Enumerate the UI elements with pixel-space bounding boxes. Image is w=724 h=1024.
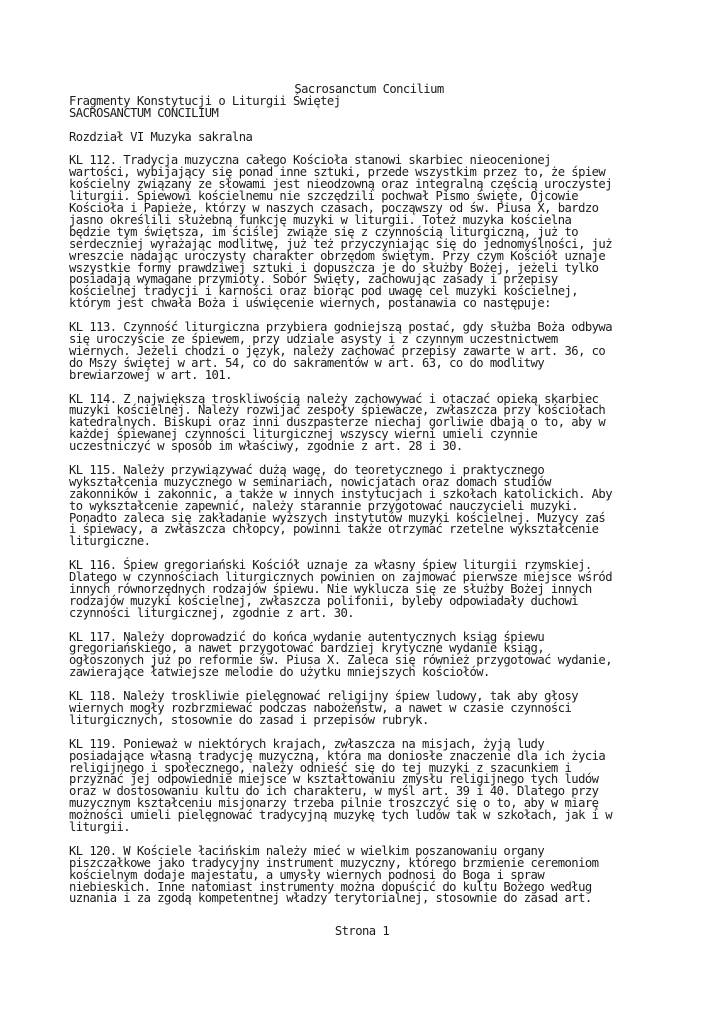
- paragraph: [69, 322, 669, 382]
- text-line: religijnego i społecznego, należy odnieść się do tej muzyki z szacunkiem i: [69, 760, 572, 775]
- text-line: rodzajów muzyki kościelnej, zwłaszcza polifonii, byleby odpowiadały duchowi: [69, 593, 579, 608]
- text-line: wreszcie nadając uroczysty charakter obrzędom świętym. Przy czym Kościół uznaje: [69, 248, 606, 263]
- text-line: wartości, wybijający się ponad inne sztuki, przede wszystkim przez to, że śpiew: [69, 165, 606, 180]
- document-title: Sacrosanctum Concilium: [294, 82, 444, 96]
- text-line: zakonników i zakonnic, a także w innych instytucjach i szkołach katolickich. Aby: [69, 486, 613, 501]
- document-page: [69, 84, 669, 905]
- text-line: KL 116. Śpiew gregoriański Kościół uznaje za własny śpiew liturgii rzymskiej.: [69, 558, 592, 573]
- chapter-heading: Rozdział VI Muzyka sakralna: [69, 129, 253, 144]
- text-line: posiadające własną tradycję muzyczną, która ma doniosłe znaczenie dla ich życia: [69, 748, 606, 763]
- text-line: liturgii. Śpiewowi kościelnemu nie szczędzili pochwał Pismo święte, Ojcowie: [69, 189, 579, 204]
- text-line: kościelny związany ze słowami jest nieodzowną oraz integralną częścią uroczystej: [69, 177, 613, 192]
- text-line: czynności liturgicznej, zgodnie z art. 30.: [69, 605, 355, 620]
- page-number: Strona 1: [334, 924, 390, 938]
- text-line: KL 117. Należy doprowadzić do końca wydanie autentycznych ksiąg śpiewu: [69, 629, 545, 644]
- text-line: jasno określili służebną funkcję muzyki w liturgii. Toteż muzyka kościelna: [69, 212, 572, 227]
- text-line: wykształcenia muzycznego w seminariach, nowicjatach oraz domach studiów: [69, 474, 551, 489]
- text-line: uznania i za zgodą kompetentnej władzy terytorialnej, stosownie do zasad art.: [69, 891, 592, 906]
- text-line: ogłoszonych już po reformie św. Piusa X. Zaleca się również przygotować wydanie,: [69, 653, 613, 668]
- text-line: to wykształcenie zapewnić, należy starannie przygotować nauczycieli muzyki.: [69, 498, 579, 513]
- text-line: brewiarzowej w art. 101.: [69, 367, 232, 382]
- text-line: muzycznym kształceniu misjonarzy trzeba pilnie troszczyć się o to, aby w miarę: [69, 796, 599, 811]
- paragraph: [69, 560, 669, 620]
- text-line: uczestniczyć w sposób im właściwy, zgodnie z art. 28 i 30.: [69, 439, 463, 454]
- text-line: i śpiewacy, a zwłaszcza chłopcy, powinni także otrzymać rzetelne wykształcenie: [69, 522, 599, 537]
- text-line: oraz w dostosowaniu kultu do ich charakteru, w myśl art. 39 i 40. Dlatego przy: [69, 784, 599, 799]
- text-line: wszystkie formy prawdziwej sztuki i dopuszcza je do służby Bożej, jeżeli tylko: [69, 260, 599, 275]
- text-line: posiadają wymagane przymioty. Sobór Święty, zachowując zasady i przepisy: [69, 272, 558, 287]
- text-line: KL 113. Czynność liturgiczna przybiera godniejszą postać, gdy służba Boża odbywa: [69, 320, 613, 335]
- text-line: KL 120. W Kościele łacińskim należy mieć w wielkim poszanowaniu organy: [69, 843, 545, 858]
- text-line: serdeczniej wyrażając modlitwę, już też przyczyniając się do jednomyślności, już: [69, 236, 613, 251]
- text-line: KL 118. Należy troskliwie pielęgnować religijny śpiew ludowy, tak aby głosy: [69, 689, 579, 704]
- text-line: katedralnych. Biskupi oraz inni duszpasterze niechaj gorliwie dbają o to, aby w: [69, 415, 606, 430]
- text-line: Ponadto zaleca się zakładanie wyższych instytutów muzyki kościelnej. Muzycy zaś: [69, 510, 606, 525]
- text-line: się uroczyście ze śpiewem, przy udziale asysty i z czynnym uczestnictwem: [69, 331, 558, 346]
- document-subtitle: Fragmenty Konstytucji o Liturgii Świętej: [69, 93, 341, 108]
- text-line: wiernych. Jeżeli chodzi o język, należy zachować przepisy zawarte w art. 36, co: [69, 343, 606, 358]
- text-line: muzyki kościelnej. Należy rozwijać zespoły śpiewacze, zwłaszcza przy kościołach: [69, 403, 606, 418]
- text-line: KL 119. Ponieważ w niektórych krajach, zwłaszcza na misjach, żyją ludy: [69, 736, 545, 751]
- paragraph: [69, 391, 669, 454]
- paragraph: [69, 691, 669, 727]
- text-line: którym jest chwała Boża i uświęcenie wiernych, postanawia co następuje:: [69, 296, 551, 311]
- text-line: liturgii.: [69, 820, 131, 835]
- paragraph: [69, 736, 669, 835]
- text-line: będzie tym świętsza, im ściślej zwiąże się z czynnością liturgiczną, już to: [69, 224, 579, 239]
- text-line: innych równorzędnych rodzajów śpiewu. Nie wyklucza się ze służby Bożej innych: [69, 581, 592, 596]
- text-line: KL 114. Z największą troskliwością należy zachowywać i otaczać opieką skarbiec: [69, 391, 599, 406]
- text-line: niebieskich. Inne natomiast instrumenty można dopuścić do kultu Bożego według: [69, 879, 592, 894]
- text-line: gregoriańskiego, a nawet przygotować bardziej krytyczne wydanie ksiąg,: [69, 641, 545, 656]
- text-line: do Mszy świętej w art. 54, co do sakramentów w art. 63, co do modlitwy: [69, 355, 545, 370]
- text-line: przyznać jej odpowiednie miejsce w kształtowaniu zmysłu religijnego tych ludów: [69, 772, 599, 787]
- text-line: liturgicznych, stosownie do zasad i przepisów rubryk.: [69, 712, 429, 727]
- text-line: wiernych mogły rozbrzmiewać podczas nabożeństw, a nawet w czasie czynności: [69, 701, 572, 715]
- paragraph: [69, 843, 669, 906]
- text-line: KL 115. Należy przywiązywać dużą wagę, do teoretycznego i praktycznego: [69, 462, 545, 477]
- text-line: możności umieli pielęgnować tradycyjną muzykę tych ludów tak w szkołach, jak i w: [69, 808, 613, 823]
- text-line: Dlatego w czynnościach liturgicznych powinien on zajmować pierwsze miejsce wśród: [69, 570, 613, 585]
- text-line: kościelnej tradycji i karności oraz biorąc pod uwagę cel muzyki kościelnej,: [69, 284, 579, 299]
- paragraph-list: [69, 155, 669, 905]
- paragraph: [69, 155, 669, 310]
- paragraph: [69, 629, 669, 680]
- text-line: kościelnym dodaje majestatu, a umysły wiernych podnosi do Boga i spraw: [69, 867, 545, 882]
- text-line: piszczałkowe jako tradycyjny instrument muzyczny, którego brzmienie ceremoniom: [69, 855, 599, 870]
- text-line: Kościoła i Papieże, którzy w naszych czasach, począwszy od św. Piusa X, bardzo: [69, 201, 599, 216]
- document-name: SACROSANCTUM CONCILIUM: [69, 105, 219, 120]
- text-line: KL 112. Tradycja muzyczna całego Kościoła stanowi skarbiec nieocenionej: [69, 153, 551, 168]
- text-line: każdej śpiewanej czynności liturgicznej wszyscy wierni umieli czynnie: [69, 427, 538, 442]
- paragraph: [69, 462, 669, 549]
- text-line: liturgiczne.: [69, 534, 151, 549]
- text-line: zawierające łatwiejsze melodie do użytku mniejszych kościołów.: [69, 665, 490, 680]
